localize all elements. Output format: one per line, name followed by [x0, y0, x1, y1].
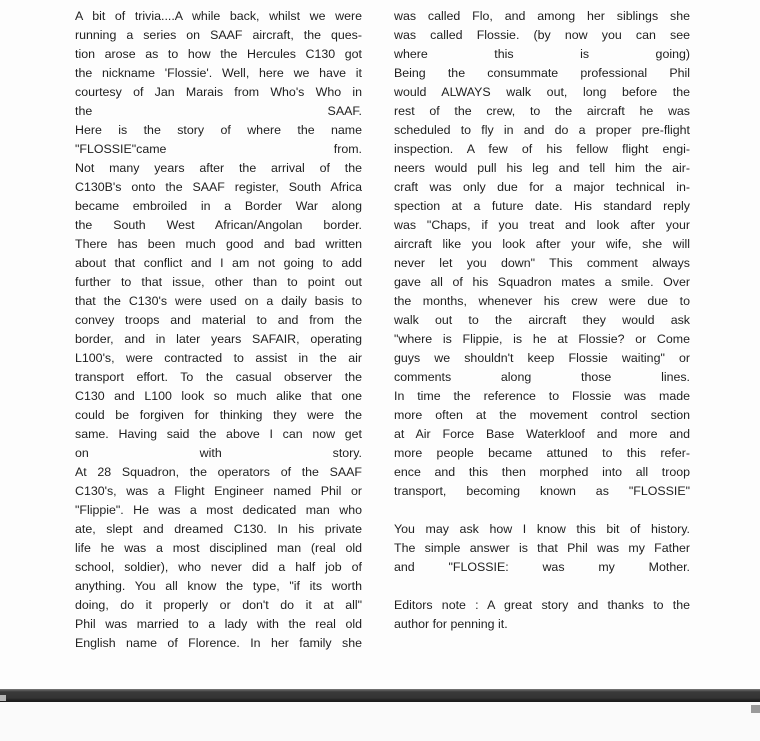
- text-line: running a series on SAAF aircraft, the ques-: [75, 28, 362, 42]
- text-line: was called Flossie. (by now you can see: [394, 28, 690, 42]
- text-line: Phil was married to a lady with the real old: [75, 617, 362, 631]
- text-line: ence and this then morphed into all troop: [394, 465, 690, 479]
- text-line: school, soldier), who never did a half job of: [75, 560, 362, 574]
- text-line: same. Having said the above I can now get: [75, 427, 362, 441]
- text-line: C130B's onto the SAAF register, South Africa: [75, 180, 362, 194]
- text-line: never let you down" This comment always: [394, 256, 690, 270]
- text-line: Here is the story of where the name: [75, 123, 362, 137]
- text-line: the months, whenever his crew were due to: [394, 294, 690, 308]
- text-line: the South West African/Angolan border.: [75, 218, 362, 232]
- text-line: further to that issue, other than to point out: [75, 275, 362, 289]
- text-line: C130's, was a Flight Engineer named Phil or: [75, 484, 362, 498]
- text-line: ate, slept and dreamed C130. In his private: [75, 522, 362, 536]
- text-line: on with story.: [75, 446, 362, 460]
- text-line: tion arose as to how the Hercules C130 got: [75, 47, 362, 61]
- text-line: life he was a most disciplined man (real old: [75, 541, 362, 555]
- text-column-right: [394, 7, 690, 634]
- text-line: gave all of his Squadron mates a smile. Over: [394, 275, 690, 289]
- text-line: doing, do it properly or don't do it at all": [75, 598, 362, 612]
- text-line: Editors note : A great story and thanks to the: [394, 598, 690, 612]
- text-line: more often at the movement control section: [394, 408, 690, 422]
- text-line: became embroiled in a Border War along: [75, 199, 362, 213]
- text-line: The simple answer is that Phil was my Father: [394, 541, 690, 555]
- text-line: convey troops and material to and from the: [75, 313, 362, 327]
- text-column-left: [75, 7, 362, 653]
- text-line: "Flippie". He was a most dedicated man who: [75, 503, 362, 517]
- text-line: was called Flo, and among her siblings she: [394, 9, 690, 23]
- area-below-page: [0, 702, 760, 741]
- text-line: author for penning it.: [394, 617, 508, 631]
- text-line: C130 and L100 look so much alike that one: [75, 389, 362, 403]
- blank-line: [394, 501, 690, 520]
- text-line: transport, becoming known as "FLOSSIE": [394, 484, 690, 498]
- text-line: L100's, were contracted to assist in the air: [75, 351, 362, 365]
- text-line: neers would pull his leg and tell him the air-: [394, 161, 690, 175]
- text-line: anything. You all know the type, "if its worth: [75, 579, 362, 593]
- text-line: where this is going): [394, 47, 690, 61]
- text-line: A bit of trivia....A while back, whilst we were: [75, 9, 362, 23]
- text-line: guys we shouldn't keep Flossie waiting" or: [394, 351, 690, 365]
- text-line: at Air Force Base Waterkloof and more and: [394, 427, 690, 441]
- page-bottom-bar: [0, 689, 760, 702]
- text-line: You may ask how I know this bit of history.: [394, 522, 690, 536]
- text-line: spection at a future date. His standard reply: [394, 199, 690, 213]
- text-line: "where is Flippie, is he at Flossie? or Come: [394, 332, 690, 346]
- text-line: transport effort. To the casual observer the: [75, 370, 362, 384]
- text-line: Being the consummate professional Phil: [394, 66, 690, 80]
- text-line: scheduled to fly in and do a proper pre-flight: [394, 123, 690, 137]
- text-line: border, and in later years SAFAIR, operating: [75, 332, 362, 346]
- text-line: more people became attuned to this refer-: [394, 446, 690, 460]
- text-line: the nickname 'Flossie'. Well, here we have it: [75, 66, 362, 80]
- text-line: walk out to the aircraft they would ask: [394, 313, 690, 327]
- text-line: craft was only due for a major technical in-: [394, 180, 690, 194]
- scroll-corner-mark: [751, 705, 760, 713]
- text-line: There has been much good and bad written: [75, 237, 362, 251]
- text-line: about that conflict and I am not going to add: [75, 256, 362, 270]
- text-line: Not many years after the arrival of the: [75, 161, 362, 175]
- text-line: was "Chaps, if you treat and look after your: [394, 218, 690, 232]
- text-line: would ALWAYS walk out, long before the: [394, 85, 690, 99]
- text-line: that the C130's were used on a daily basis to: [75, 294, 362, 308]
- text-line: comments along those lines.: [394, 370, 690, 384]
- text-line: and "FLOSSIE: was my Mother.: [394, 560, 690, 574]
- text-line: "FLOSSIE"came from.: [75, 142, 362, 156]
- text-line: rest of the crew, to the aircraft he was: [394, 104, 690, 118]
- text-line: English name of Florence. In her family she: [75, 636, 362, 650]
- bar-left-notch: [0, 695, 6, 701]
- text-line: At 28 Squadron, the operators of the SAAF: [75, 465, 362, 479]
- text-line: courtesy of Jan Marais from Who's Who in: [75, 85, 362, 99]
- text-line: could be forgiven for thinking they were the: [75, 408, 362, 422]
- text-line: aircraft like you look after your wife, she will: [394, 237, 690, 251]
- text-line: the SAAF.: [75, 104, 362, 118]
- blank-line: [394, 577, 690, 596]
- text-line: inspection. A few of his fellow flight engi-: [394, 142, 690, 156]
- text-line: In time the reference to Flossie was made: [394, 389, 690, 403]
